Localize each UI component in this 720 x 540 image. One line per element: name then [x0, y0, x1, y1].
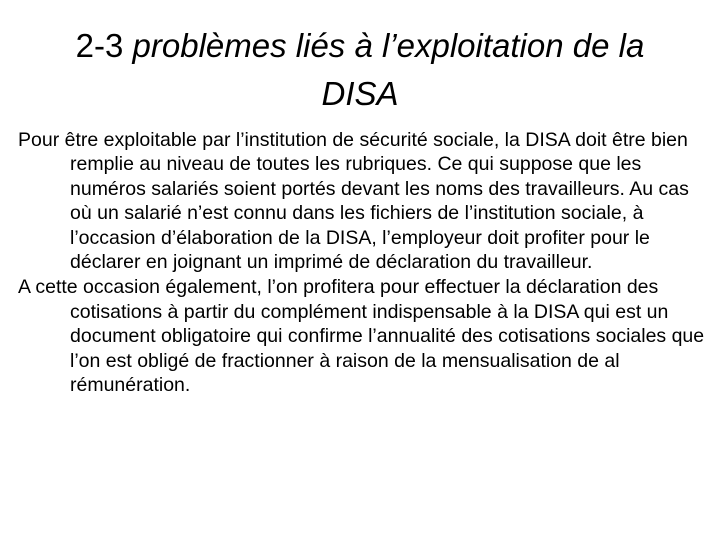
slide-title: [40, 22, 680, 118]
title-number: 2-3: [75, 27, 124, 64]
slide-body: [18, 128, 706, 397]
title-text: problèmes liés à l’exploitation de la DISA: [132, 27, 645, 112]
body-paragraph: Pour être exploitable par l’institution de sécurité sociale, la DISA doit être bien remplie au niveau de toutes les rubriques. Ce qui suppose que les numéros salariés soient portés devant les noms des travailleurs. Au cas où un salarié n’est connu dans les fichiers de l’institution sociale, à l’occasion d’élaboration de la DISA, l’employeur doit profiter pour le déclarer en joignant un imprimé de déclaration du travailleur.: [18, 129, 689, 274]
body-paragraph: A cette occasion également, l’on profitera pour effectuer la déclaration des cotisations à partir du complément indispensable à la DISA qui est un document obligatoire qui confirme l’annualité des cotisations sociales que l’on est obligé de fractionner à raison de la mensualisation de al rémunération.: [18, 276, 705, 397]
